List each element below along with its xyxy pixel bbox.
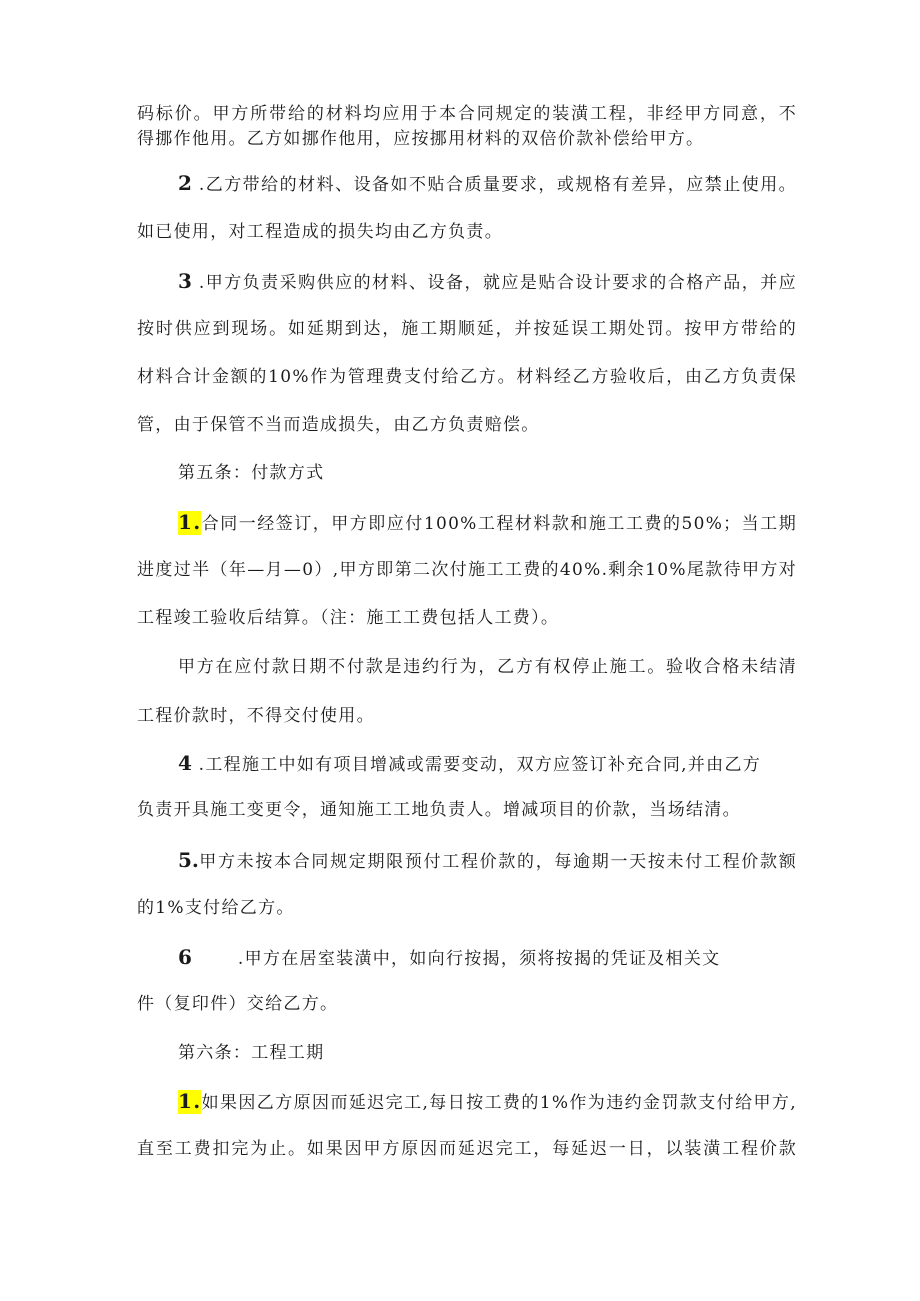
clause-3-line-3: 材料合计金额的10%作为管理费支付给乙方。材料经乙方验收后，由乙方负责保 [137,367,797,387]
clause-3-line-1: 3 .甲方负责采购供应的材料、设备，就应是贴合设计要求的合格产品，并应 [178,270,797,293]
clause-4-line-2: 负责开具施工变更令，通知施工工地负责人。增减项目的价款，当场结清。 [137,800,741,820]
payment-1-line-2: 进度过半（年—月—0）,甲方即第二次付施工工费的40%.剩余10%尾款待甲方对 [137,560,797,580]
clause-2-line-1: 2 .乙方带给的材料、设备如不贴合质量要求，或规格有差异，应禁止使用。 [178,172,797,195]
schedule-1-line-1: 1.如果因乙方原因而延迟完工,每日按工费的1%作为违约金罚款支付给甲方, [178,1090,797,1114]
clause-5-line-2: 的1%支付给乙方。 [137,898,295,918]
clause-6-line-1: 6 .甲方在居室装潢中，如向行按揭，须将按揭的凭证及相关文 [178,946,721,969]
clause-5-line-1: 5.甲方未按本合同规定期限预付工程价款的，每逾期一天按未付工程价款额 [178,849,797,872]
schedule-1-line-2: 直至工费扣完为止。如果因甲方原因而延迟完工，每延迟一日，以装潢工程价款 [137,1139,797,1159]
clause-3-line-4: 管，由于保管不当而造成损失，由乙方负责赔偿。 [137,415,540,435]
section-heading-6: 第六条：工程工期 [178,1043,325,1063]
clause-3-line-2: 按时供应到现场。如延期到达，施工期顺延，并按延误工期处罚。按甲方带给的 [137,319,797,339]
clause-number: 2 [178,172,192,195]
clause-2-line-2: 如已使用，对工程造成的损失均由乙方负责。 [137,222,503,242]
payment-note-line-2: 工程价款时，不得交付使用。 [137,706,375,726]
clause-4-line-1: 4 .工程施工中如有项目增减或需要变动，双方应签订补充合同,并由乙方 [178,752,762,775]
text-line-1: 码标价。甲方所带给的材料均应用于本合同规定的装潢工程，非经甲方同意，不 [137,104,797,124]
clause-number: 6 [178,946,192,969]
payment-1-line-3: 工程竣工验收后结算。（注：施工工费包括人工费）。 [137,608,560,628]
highlighted-number: 1. [178,511,201,535]
text-line-2: 得挪作他用。乙方如挪作他用，应按挪用材料的双倍价款补偿给甲方。 [137,129,705,149]
clause-number: 5. [178,849,199,872]
clause-number: 3 [178,270,192,293]
highlighted-number: 1. [178,1090,201,1114]
payment-1-line-1: 1.合同一经签订，甲方即应付100%工程材料款和施工工费的50%；当工期 [178,511,797,535]
payment-note-line-1: 甲方在应付款日期不付款是违约行为，乙方有权停止施工。验收合格未结清 [178,657,797,677]
clause-6-line-2: 件（复印件）交给乙方。 [137,994,339,1014]
clause-number: 4 [178,752,192,775]
section-heading-5: 第五条：付款方式 [178,463,325,483]
